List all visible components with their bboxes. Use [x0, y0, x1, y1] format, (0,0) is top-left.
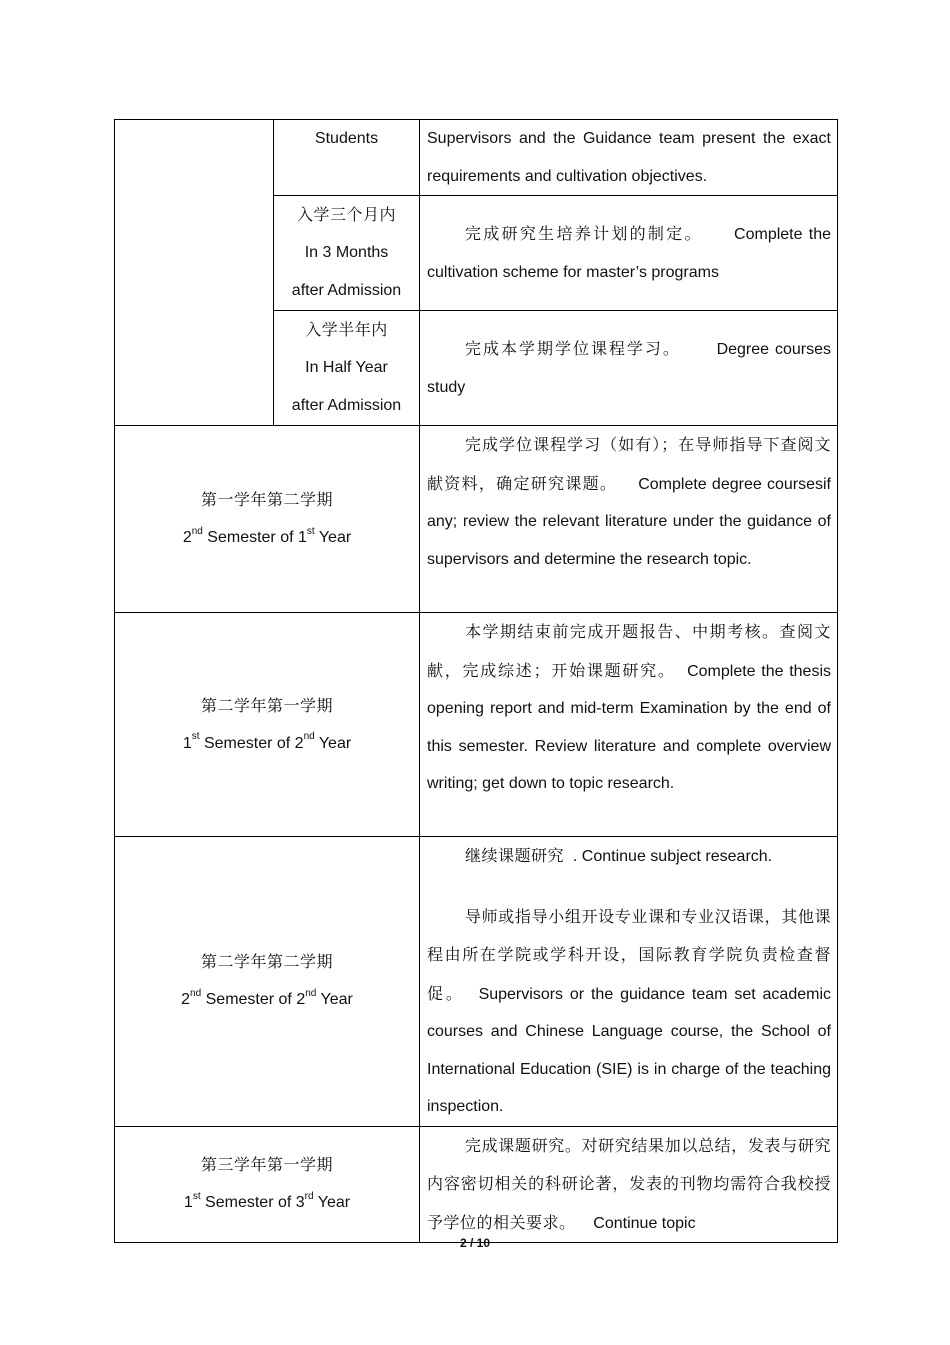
description-text-cn: 继续课题研究: [465, 846, 565, 865]
period-label-en: 2nd Semester of 1st Year: [182, 525, 352, 546]
description-text-en: Degree courses study: [427, 341, 832, 396]
period-cell: [274, 196, 420, 311]
description-text-cn: 本学期结束前完成开题报告、中期考核。查阅文献，完成综述；开始课题研究。: [427, 622, 831, 680]
table-row: [115, 1126, 838, 1243]
period-cell: [115, 837, 420, 1127]
description-text: Supervisors and the Guidance team present the exact requirements and cultivation objectives.: [427, 130, 831, 185]
period-label-en: 1st Semester of 2nd Year: [182, 731, 352, 752]
description-text-en: Complete degree coursesif any; review the relevant literature under the guidance of supervisors and determine the research topic.: [427, 475, 832, 568]
period-label-en: after Admission: [291, 282, 402, 299]
table-row: [115, 613, 838, 837]
period-label-cn: 第二学年第一学期: [200, 695, 333, 715]
description-cell: [420, 613, 838, 837]
period-label-cn: 第二学年第二学期: [200, 952, 333, 972]
period-label-en: In Half Year: [305, 359, 388, 376]
description-cell: [420, 426, 838, 613]
table-row: [115, 837, 838, 1127]
period-label-en: after Admission: [291, 397, 402, 414]
empty-period-cell: [115, 120, 274, 426]
description-cell: [420, 120, 838, 196]
description-text-en: Continue topic: [593, 1214, 696, 1232]
period-label-en: In 3 Months: [304, 244, 389, 261]
period-label-cn: 第三学年第一学期: [200, 1155, 333, 1175]
page-number: 2 / 10: [459, 1236, 491, 1250]
description-text-cn: 导师或指导小组开设专业课和专业汉语课，其他课程由所在学院或学科开设，国际教育学院负责检查督促。: [427, 906, 831, 1003]
description-cell: [420, 196, 838, 311]
description-cell: [420, 837, 838, 1127]
description-text-cn: 完成学位课程学习（如有）；在导师指导下查阅文献资料，确定研究课题。: [427, 435, 831, 493]
description-text-en: . Continue subject research.: [572, 848, 773, 865]
period-label-en: 2nd Semester of 2nd Year: [181, 987, 353, 1009]
period-cell: [274, 311, 420, 426]
period-cell: [115, 1126, 420, 1243]
cultivation-schedule-table: [114, 119, 838, 1243]
table-row: [115, 426, 838, 613]
description-cell: [420, 1126, 838, 1243]
period-label-en: 1st Semester of 3rd Year: [183, 1190, 351, 1212]
description-text-cn: 完成研究生培养计划的制定。: [465, 224, 703, 243]
period-label: Students: [314, 130, 379, 147]
period-cell: [274, 120, 420, 196]
period-label-cn: 入学半年内: [305, 320, 388, 339]
description-text-cn: 完成本学期学位课程学习。: [465, 339, 681, 358]
period-cell: [115, 613, 420, 837]
description-text-en: Supervisors or the guidance team set academic courses and Chinese Language course, the School of International Education (SIE) is in charge of the teaching inspection.: [427, 985, 831, 1115]
description-text-en: Complete the thesis opening report and mid-term Examination by the end of this semester. Review literature and complete overview writing; get down to topic research.: [427, 662, 832, 792]
period-cell: [115, 426, 420, 613]
period-label-cn: 第一学年第二学期: [200, 490, 333, 509]
table-row: [115, 120, 838, 196]
description-text-en: Complete the cultivation scheme for master’s programs: [427, 226, 831, 281]
period-label-cn: 入学三个月内: [296, 205, 396, 224]
description-cell: [420, 311, 838, 426]
description-text-cn: 完成课题研究。对研究结果加以总结，发表与研究内容密切相关的科研论著，发表的刊物均需符合我校授予学位的相关要求。: [427, 1135, 831, 1232]
